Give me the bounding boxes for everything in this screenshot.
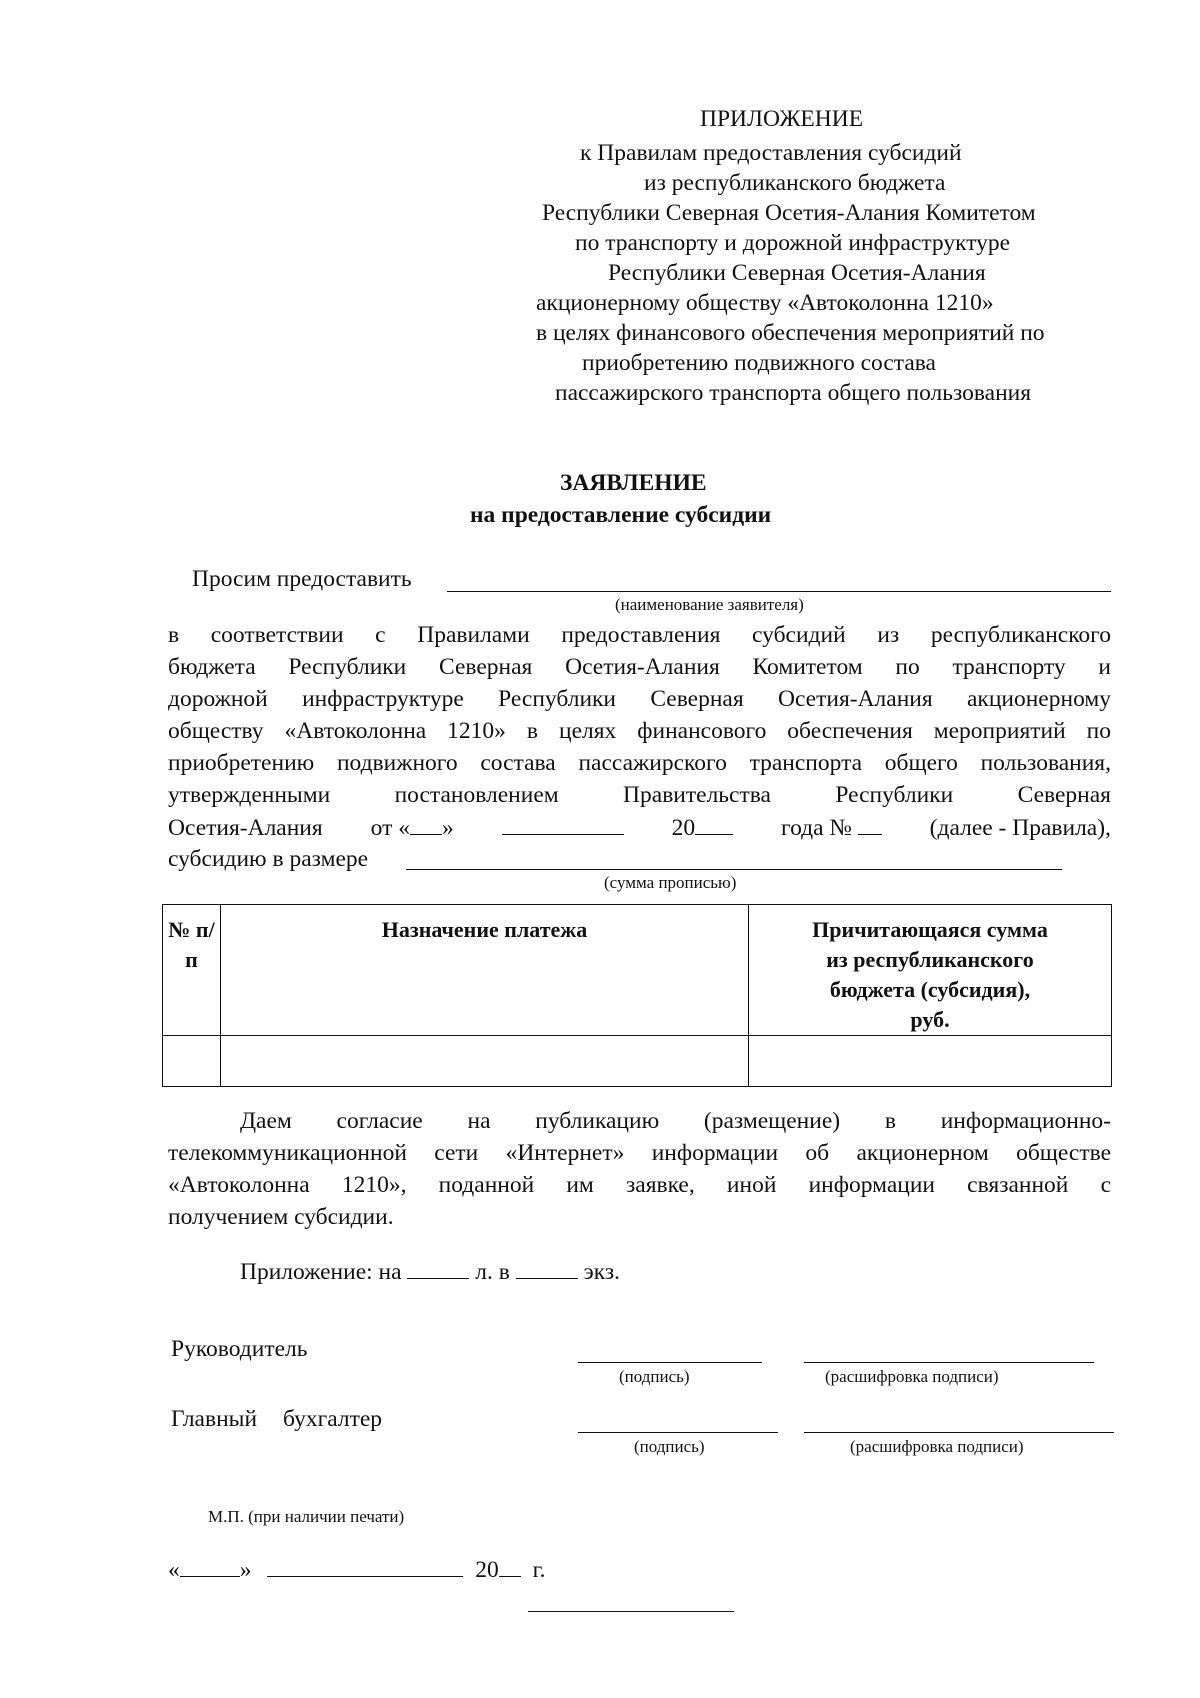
sheets-blank[interactable] <box>407 1256 469 1279</box>
amount-lead: субсидию в размере <box>168 846 369 872</box>
applicant-name-line[interactable] <box>447 591 1111 592</box>
consent-line: Даем согласие на публикацию (размещение) в информационно- <box>240 1108 1111 1134</box>
accountant-decode-line[interactable] <box>804 1432 1114 1433</box>
column-header-number: № п/п <box>163 905 221 1036</box>
sign-caption: (подпись) <box>619 1367 690 1386</box>
footer-day-blank[interactable] <box>180 1554 240 1577</box>
appendix-line: Республики Северная Осетия-Алания <box>608 260 986 286</box>
amount-caption: (сумма прописью) <box>604 873 737 892</box>
table-cell[interactable] <box>221 1036 749 1087</box>
table-cell[interactable] <box>749 1036 1112 1087</box>
appendix-line: по транспорту и дорожной инфраструктуре <box>575 230 1011 256</box>
paragraph-line: утвержденными постановлением Правительства Республики Северная <box>168 782 1111 808</box>
payment-table <box>162 904 1112 1087</box>
document-title: ЗАЯВЛЕНИЕ <box>560 470 707 496</box>
number-blank[interactable] <box>858 812 882 835</box>
request-lead: Просим предоставить <box>192 566 412 592</box>
rules-ref: (далее - Правила), <box>929 815 1111 841</box>
paragraph-line: в соответствии с Правилами предоставления субсидий из республиканского <box>168 622 1111 648</box>
consent-line: телекоммуникационной сети «Интернет» информации об акционерном обществе <box>168 1140 1111 1166</box>
table-row <box>163 1036 1112 1087</box>
accountant-signature-line[interactable] <box>578 1432 778 1433</box>
number-group: года № <box>781 812 882 842</box>
paragraph-line: дорожной инфраструктуре Республики Северная Осетия-Алания акционерному <box>168 686 1111 712</box>
stamp-note: М.П. (при наличии печати) <box>208 1507 405 1526</box>
attachment-line: Приложение: на л. в экз. <box>240 1256 620 1287</box>
appendix-line: из республиканского бюджета <box>644 170 946 196</box>
footer-month-blank[interactable] <box>267 1554 463 1577</box>
head-label: Руководитель <box>171 1336 308 1362</box>
appendix-line: пассажирского транспорта общего пользования <box>555 380 1032 406</box>
column-header-amount: Причитающаяся сумма из республиканского бюджета (субсидия), руб. <box>749 905 1112 1036</box>
date-footer: « » 20 г. <box>168 1554 546 1585</box>
document-subtitle: на предоставление субсидии <box>470 502 772 528</box>
appendix-heading: ПРИЛОЖЕНИЕ <box>700 106 864 132</box>
sign-caption: (подпись) <box>634 1437 705 1456</box>
decode-caption: (расшифровка подписи) <box>825 1367 999 1386</box>
year-group: 20 <box>672 812 734 842</box>
appendix-line: в целях финансового обеспечения мероприятий по <box>536 320 1045 346</box>
consent-line: получением субсидии. <box>168 1204 394 1230</box>
head-decode-line[interactable] <box>804 1362 1094 1363</box>
appendix-line: Республики Северная Осетия-Алания Комитетом <box>542 200 1036 226</box>
year-blank[interactable] <box>695 812 733 835</box>
head-signature-line[interactable] <box>578 1362 762 1363</box>
table-header-row <box>163 905 1112 1036</box>
decode-caption: (расшифровка подписи) <box>850 1437 1024 1456</box>
date-day-group: от « » <box>371 812 454 842</box>
region-text: Осетия-Алания <box>168 815 323 841</box>
table-cell[interactable] <box>163 1036 221 1087</box>
consent-line: «Автоколонна 1210», поданной им заявке, иной информации связанной с <box>168 1172 1111 1198</box>
footer-year-blank[interactable] <box>499 1554 521 1577</box>
resolution-date-line <box>168 812 1111 842</box>
month-blank[interactable] <box>502 812 624 835</box>
appendix-line: к Правилам предоставления субсидий <box>580 140 962 166</box>
column-header-purpose: Назначение платежа <box>221 905 749 1036</box>
paragraph-line: бюджета Республики Северная Осетия-Алания Комитетом по транспорту и <box>168 654 1111 680</box>
paragraph-line: приобретению подвижного состава пассажирского транспорта общего пользования, <box>168 750 1111 776</box>
day-blank[interactable] <box>410 812 442 835</box>
appendix-line: приобретению подвижного состава <box>582 350 936 376</box>
appendix-line: акционерному обществу «Автоколонна 1210» <box>536 290 994 316</box>
accountant-label: Главный бухгалтер <box>171 1406 383 1432</box>
closing-rule <box>528 1611 734 1612</box>
applicant-caption: (наименование заявителя) <box>615 595 804 614</box>
amount-words-line[interactable] <box>406 869 1062 870</box>
paragraph-line: обществу «Автоколонна 1210» в целях финансового обеспечения мероприятий по <box>168 718 1111 744</box>
copies-blank[interactable] <box>516 1256 578 1279</box>
